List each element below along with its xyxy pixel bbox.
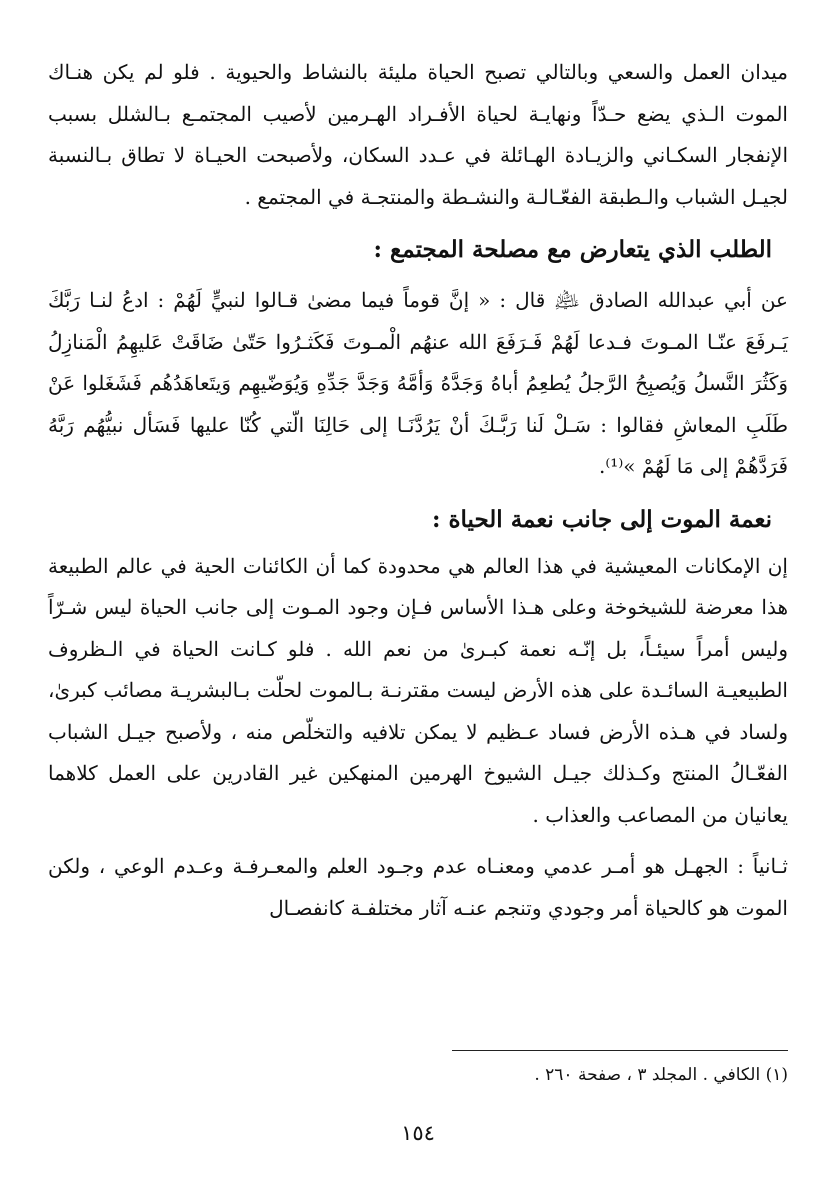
footnote: (١) الكافي . المجلد ٣ ، صفحة ٢٦٠ . bbox=[534, 1065, 788, 1085]
footnote-divider bbox=[452, 1050, 788, 1051]
section-heading-blessing-of-death: نعمة الموت إلى جانب نعمة الحياة : bbox=[431, 505, 772, 533]
section-heading-conflicting-request: الطلب الذي يتعارض مع مصلحة المجتمع : bbox=[373, 236, 772, 263]
blessing-paragraph: إن الإمكانات المعيشية في هذا العالم هي محدودة كما أن الكائنات الحية في عالم الطبيعة هذا معرضة للشيخوخة وعلى هـذا الأساس فـإن وجود المـوت إلى جانب الحياة ليس شـرّاً وليس أمراً سيئـاً، بل إنّـه نعمة كبـرىٰ من نعم الله . فلو كـانت الحياة في الـظروف الطبيعيـة السائـدة على هذه الأرض ليست مقترنـة بـالموت لحلّت بـالبشريـة مصائب كبرىٰ، ولساد في هـذه الأرض فساد عـظيم لا يمكن تلافيه والتخلّص منه ، ولأصبح جيـل الشباب الفعّـالُ المنتج وكـذلك جيـل الشيوخ الهرمين المنهكين غير القادرين على العمل كلاهما يعانيان من المصاعب والعذاب . bbox=[48, 553, 788, 827]
second-point-paragraph: ثـانياً : الجهـل هو أمـر عدمي ومعنـاه عدم وجـود العلم والمعـرفـة وعـدم الوعي ، ولكن الموت هو كالحياة أمر وجودي وتنجم عنـه آثار مختلفـة كانفصـال bbox=[48, 854, 788, 920]
page-body bbox=[48, 52, 788, 929]
intro-paragraph: ميدان العمل والسعي وبالتالي تصبح الحياة مليئة بالنشاط والحيوية . فلو لم يكن هنـاك الموت الـذي يضع حـدّاً ونهايـة لحياة الأفـراد الهـرمين لأصيب المجتمـع بـالشلل بسبب الإنفجار السكـاني والزيـادة الهـائلة في عـدد السكان، ولأصبحت الحيـاة لا تطاق بـالنسبة لجيـل الشباب والـطبقة الفعّـالـة والنشـطة والمنتجـة في المجتمع . bbox=[48, 60, 788, 209]
page-number: ١٥٤ bbox=[401, 1121, 435, 1145]
hadith-quote-paragraph: عن أبي عبدالله الصادق ﵇ قال : « إنَّ قوماً فيما مضىٰ قـالوا لنبيٍّ لَهُمْ : ادعُ لنـا رَبَّكَ يَـرفَعَ عنّـا المـوتَ فـدعا لَهُمْ فَـرَفَعَ الله عنهُم الْمـوتَ فَكَثـرُوا حَتّىٰ ضَاقَتْ عَليهِمُ الْمَنازِلُ وَكَثُرَ النَّسلُ وَيُصبِحُ الرَّجلُ يُطعِمُ أباهُ وَجَدَّهُ وَأمَّهُ وَجَدَّ جَدِّهِ وَيُوَضّيهِم وَيتَعاهَدُهُم فَشَغَلوا عَنْ طَلَبِ المعاشِ فقالوا : سَـلْ لَنا رَبَّـكَ أنْ يَرُدَّنَـا إلى حَالِنَا الّتي كُنّا عليها فَسَأل نبيُّهُم رَبَّهُ فَرَدَّهُمْ إلى مَا لَهُمْ »⁽¹⁾. bbox=[48, 288, 788, 478]
